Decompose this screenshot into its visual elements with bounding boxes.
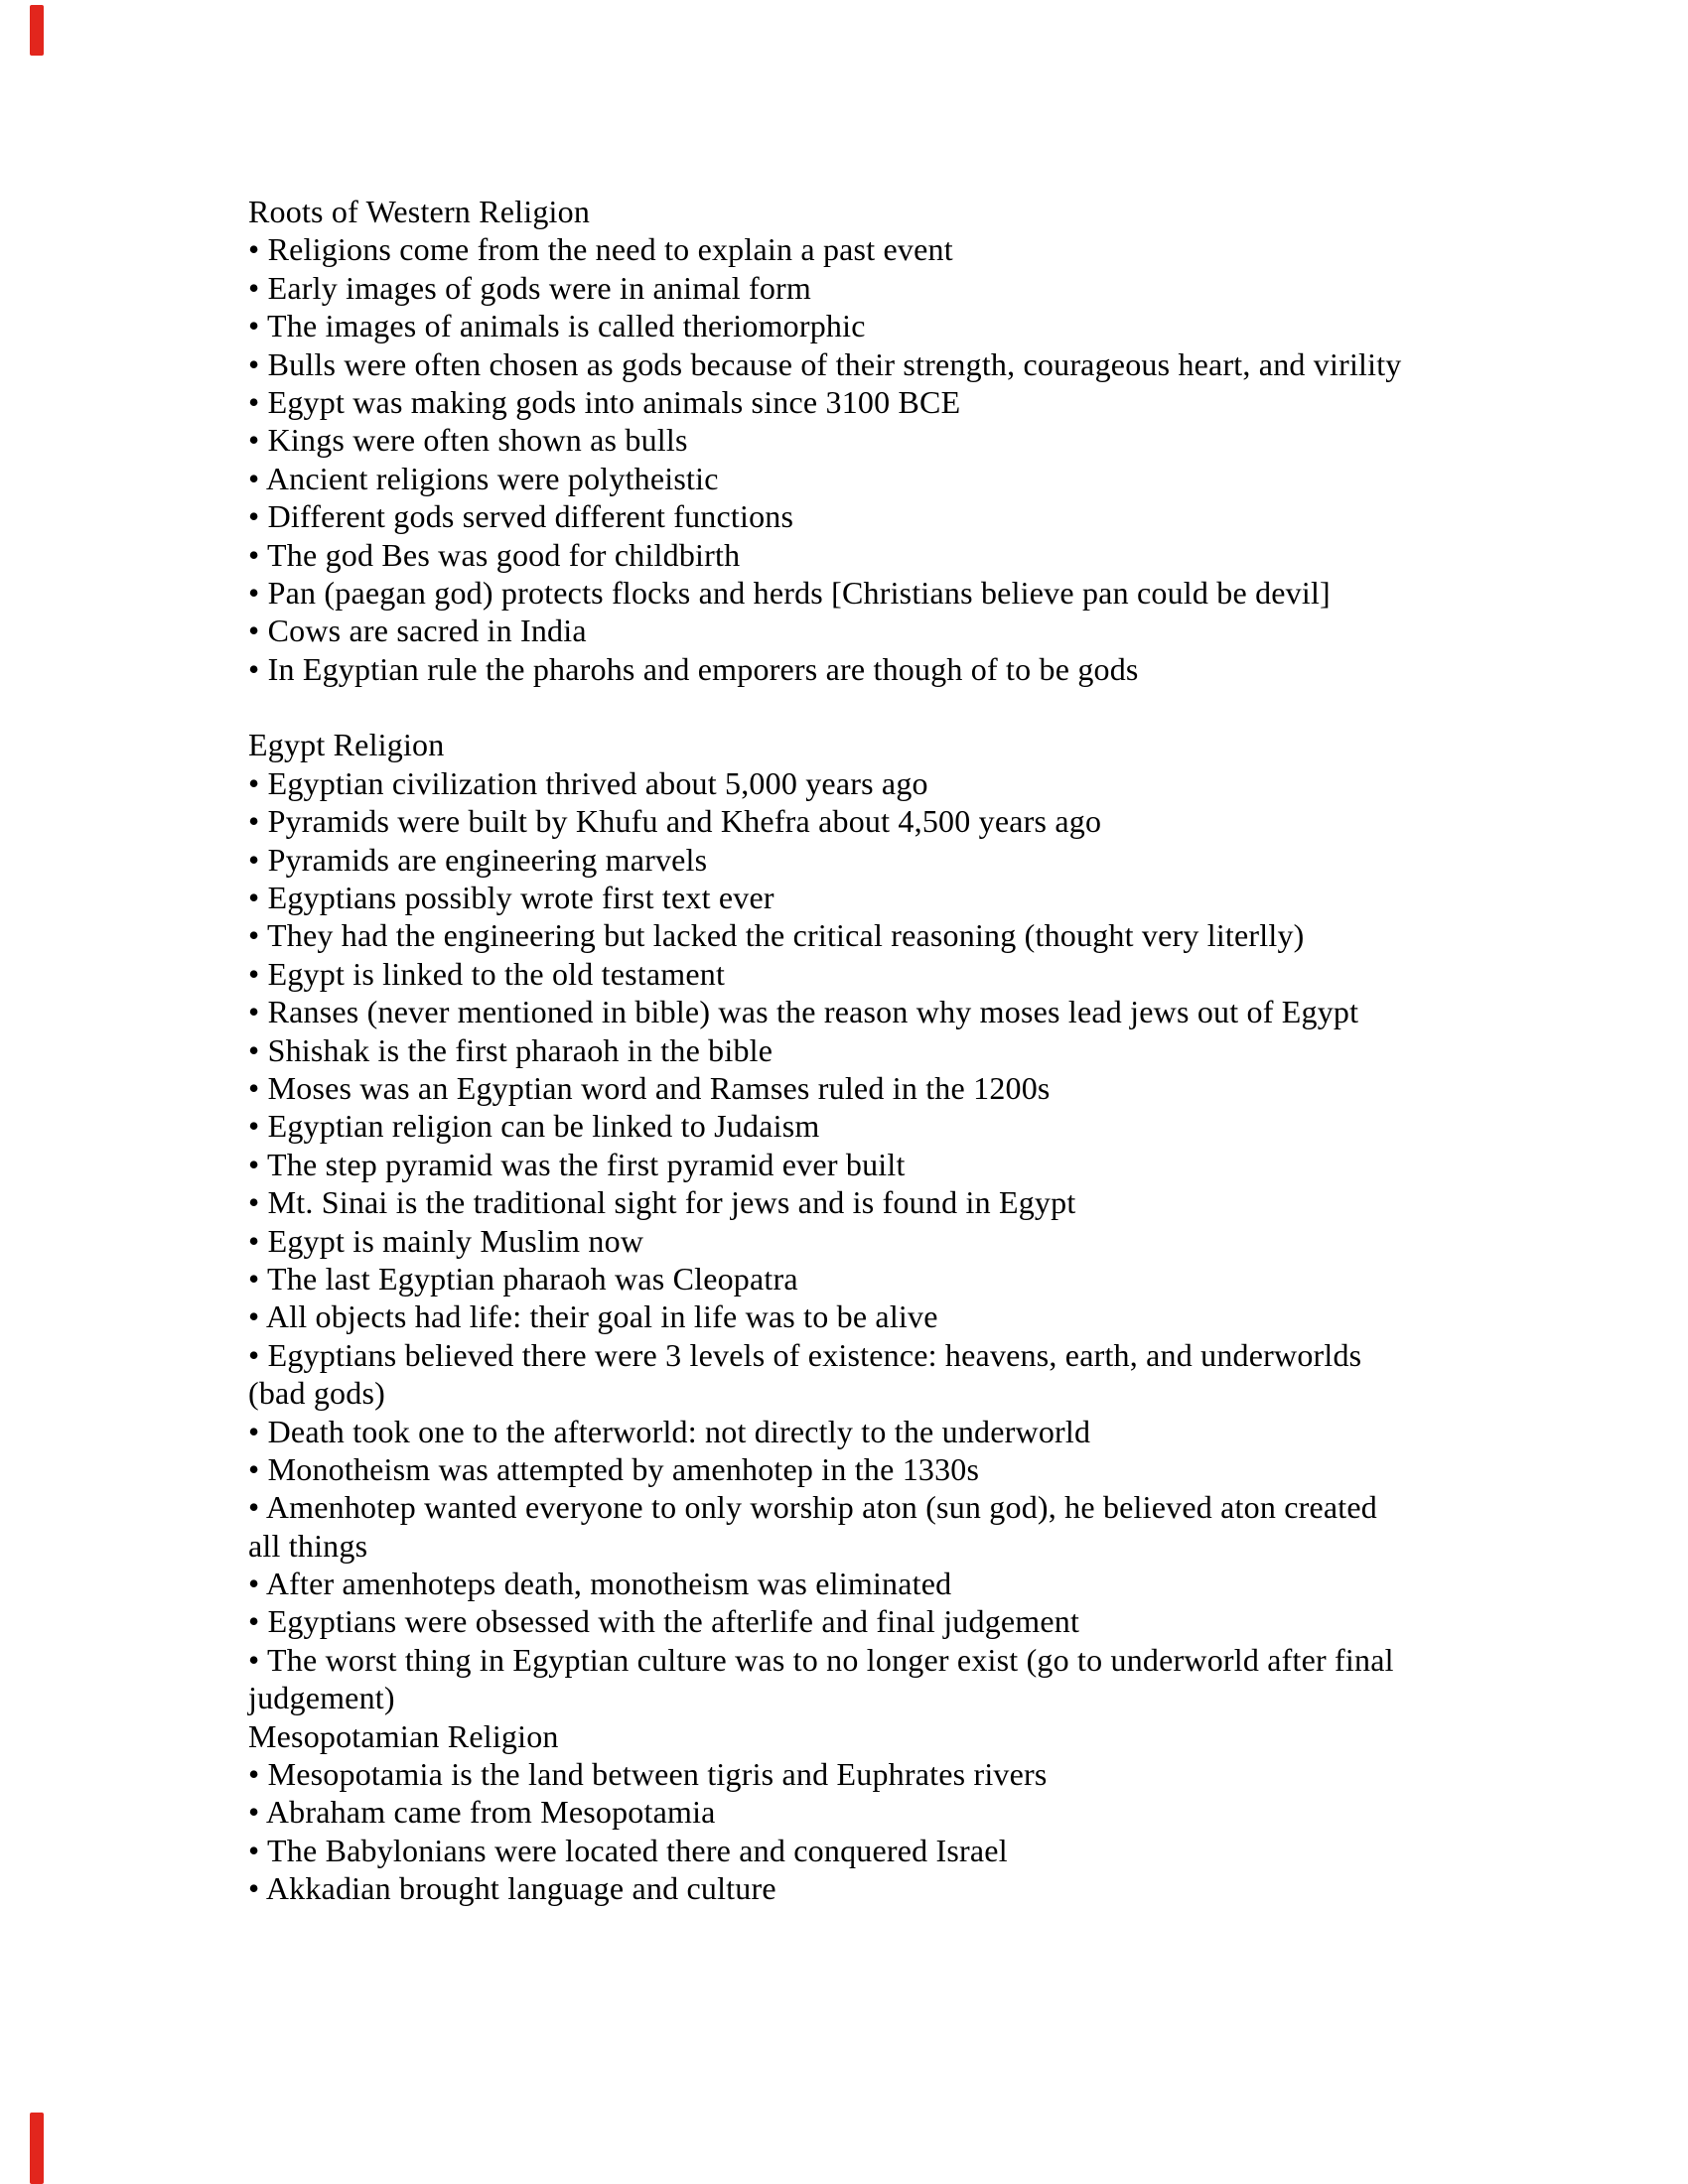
notes-text-block — [248, 193, 1658, 1908]
bullet-line: • Different gods served different functions — [248, 498, 794, 535]
bullet-line: • Cows are sacred in India — [248, 613, 587, 649]
bullet-line: • Egyptians possibly wrote first text ever — [248, 880, 774, 916]
bullet-line: • Pyramids are engineering marvels — [248, 841, 708, 878]
bullet-line: • All objects had life: their goal in life was to be alive — [248, 1298, 938, 1335]
bullet-line: • Bulls were often chosen as gods because of their strength, courageous heart, and virility — [248, 345, 1402, 382]
bullet-line: • The Babylonians were located there and conquered Israel — [248, 1832, 1008, 1868]
bullet-line: • Death took one to the afterworld: not directly to the underworld — [248, 1413, 1091, 1449]
bullet-line: • Pyramids were built by Khufu and Khefra about 4,500 years ago — [248, 803, 1102, 840]
red-scan-mark-bottom — [30, 2113, 44, 2184]
continuation-line: (bad gods) — [248, 1375, 385, 1412]
bullet-line: • Moses was an Egyptian word and Ramses ruled in the 1200s — [248, 1069, 1051, 1106]
continuation-line: all things — [248, 1527, 368, 1564]
bullet-line: • Mesopotamia is the land between tigris and Euphrates rivers — [248, 1756, 1048, 1793]
bullet-line: • After amenhoteps death, monotheism was eliminated — [248, 1566, 952, 1602]
section-heading: Roots of Western Religion — [248, 194, 591, 229]
bullet-line: • Monotheism was attempted by amenhotep in the 1330s — [248, 1450, 980, 1487]
bullet-line: • Akkadian brought language and culture — [248, 1870, 776, 1907]
bullet-line: • Egypt was making gods into animals since 3100 BCE — [248, 383, 961, 420]
bullet-line: • Egypt is linked to the old testament — [248, 955, 726, 992]
bullet-line: • They had the engineering but lacked the critical reasoning (thought very literlly) — [248, 917, 1305, 954]
section-heading: Egypt Religion — [248, 727, 445, 763]
bullet-line: • Ranses (never mentioned in bible) was the reason why moses lead jews out of Egypt — [248, 994, 1359, 1030]
bullet-line: • Amenhotep wanted everyone to only worship aton (sun god), he believed aton created — [248, 1489, 1378, 1526]
continuation-line: judgement) — [248, 1680, 395, 1716]
bullet-line: • The god Bes was good for childbirth — [248, 536, 741, 573]
bullet-line: • Pan (paegan god) protects flocks and herds [Christians believe pan could be devil] — [248, 574, 1331, 611]
bullet-line: • Shishak is the first pharaoh in the bible — [248, 1031, 774, 1068]
bullet-line: • Egypt is mainly Muslim now — [248, 1222, 644, 1259]
bullet-line: • Kings were often shown as bulls — [248, 422, 688, 459]
bullet-line: • The step pyramid was the first pyramid ever built — [248, 1146, 906, 1182]
bullet-line: • The images of animals is called theriomorphic — [248, 308, 866, 344]
bullet-line: • Egyptian religion can be linked to Judaism — [248, 1108, 820, 1145]
red-scan-mark-top — [30, 5, 44, 56]
bullet-line: • The worst thing in Egyptian culture was to no longer exist (go to underworld after final — [248, 1641, 1394, 1678]
section-heading: Mesopotamian Religion — [248, 1717, 559, 1754]
bullet-line: • Religions come from the need to explain a past event — [248, 231, 953, 268]
bullet-line: • The last Egyptian pharaoh was Cleopatra — [248, 1260, 798, 1297]
bullet-line: • Abraham came from Mesopotamia — [248, 1794, 716, 1831]
bullet-line: • Egyptian civilization thrived about 5,000 years ago — [248, 764, 928, 801]
bullet-line: • Egyptians were obsessed with the afterlife and final judgement — [248, 1603, 1080, 1640]
bullet-line: • In Egyptian rule the pharohs and emporers are though of to be gods — [248, 650, 1139, 687]
blank-line — [248, 688, 1658, 726]
bullet-line: • Early images of gods were in animal form — [248, 269, 811, 306]
bullet-line: • Mt. Sinai is the traditional sight for jews and is found in Egypt — [248, 1184, 1076, 1221]
bullet-line: • Egyptians believed there were 3 levels of existence: heavens, earth, and underworlds — [248, 1336, 1362, 1373]
bullet-line: • Ancient religions were polytheistic — [248, 460, 719, 496]
